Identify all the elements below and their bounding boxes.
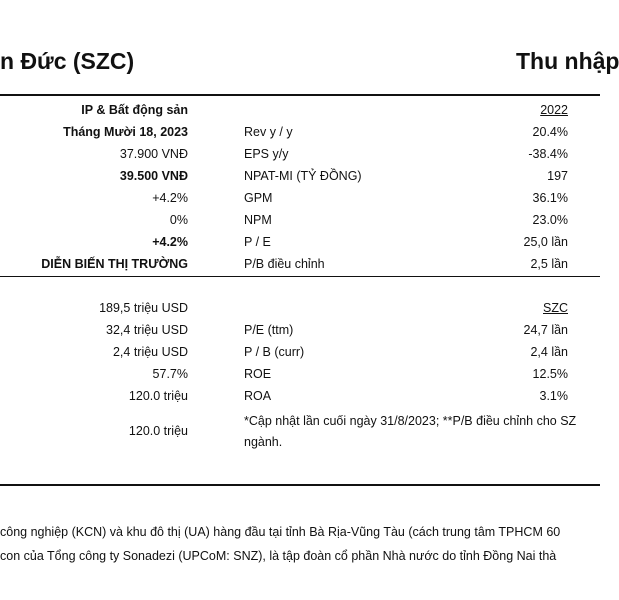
info-row: [0, 210, 600, 232]
metric-value: 2,5 lần: [530, 257, 568, 271]
info-row: [0, 100, 600, 122]
market-value: 2,4 triệu USD: [112, 345, 188, 359]
earnings-section-title: Thu nhập: [516, 48, 619, 74]
metric-name: P/B điều chỉnh: [244, 257, 325, 271]
market-row: [0, 298, 600, 320]
metric-value: 20.4%: [532, 125, 568, 139]
info-row: [0, 254, 600, 276]
total-return-label: +4.2%: [152, 235, 188, 249]
metric-value: 2,4 lần: [530, 345, 568, 359]
metric-value: 3.1%: [539, 389, 568, 403]
info-row: [0, 122, 600, 144]
info-row: [0, 232, 600, 254]
info-row: [0, 144, 600, 166]
info-row: [0, 166, 600, 188]
sector-label: IP & Bất động sản: [81, 103, 188, 117]
metric-value: 25,0 lần: [523, 235, 568, 249]
metric-name: ROA: [244, 389, 272, 403]
price-label: 39.500 VNĐ: [119, 169, 188, 183]
market-section-label: DIỄN BIẾN THỊ TRƯỜNG: [41, 257, 188, 271]
market-value: 120.0 triệu: [128, 424, 188, 438]
market-value: 32,4 triệu USD: [106, 323, 188, 337]
market-row: [0, 364, 600, 386]
year-header: 2022: [540, 103, 568, 117]
metric-value: -38.4%: [528, 147, 568, 161]
market-value: 57.7%: [152, 367, 188, 381]
metric-value: 24,7 lần: [523, 323, 568, 337]
market-row: [0, 342, 600, 364]
metric-name: P / E: [244, 235, 271, 249]
metric-name: GPM: [244, 191, 273, 205]
company-description-line: công nghiệp (KCN) và khu đô thị (UA) hàng đầu tại tỉnh Bà Rịa-Vũng Tàu (cách trung tâm TPHCM 60: [0, 525, 561, 539]
target-price-label: 37.900 VNĐ: [119, 147, 188, 161]
company-description-line: con của Tổng công ty Sonadezi (UPCoM: SNZ), là tập đoàn cổ phần Nhà nước do tỉnh Đồng Nai thà: [0, 549, 557, 563]
market-row: [0, 320, 600, 342]
market-value: 189,5 triệu USD: [99, 301, 188, 315]
metric-value: 12.5%: [532, 367, 568, 381]
market-row: [0, 386, 600, 408]
metric-name: NPM: [244, 213, 272, 227]
metric-name: EPS y/y: [244, 147, 289, 161]
section-divider: [0, 276, 600, 277]
metric-value: 23.0%: [532, 213, 568, 227]
footer-divider: [0, 484, 600, 486]
metric-name: P / B (curr): [244, 345, 305, 359]
metric-name: ROE: [244, 367, 272, 381]
date-label: Tháng Mười 18, 2023: [63, 125, 188, 139]
metric-name: P/E (ttm): [244, 323, 294, 337]
info-row: [0, 188, 600, 210]
metric-name: Rev y / y: [244, 125, 293, 139]
metric-name: NPAT-MI (TỶ ĐỒNG): [244, 169, 362, 183]
ticker-header: SZC: [543, 301, 568, 315]
header-divider: [0, 94, 600, 96]
change-label: +4.2%: [152, 191, 188, 205]
company-title: n Đức (SZC): [0, 48, 135, 74]
metric-value: 36.1%: [532, 191, 568, 205]
dividend-label: 0%: [169, 213, 188, 227]
metric-value: 197: [547, 169, 568, 183]
footnote: *Cập nhật lần cuối ngày 31/8/2023; **P/B điều chỉnh cho SZ ngành.: [244, 414, 577, 449]
market-value: 120.0 triệu: [128, 389, 188, 403]
